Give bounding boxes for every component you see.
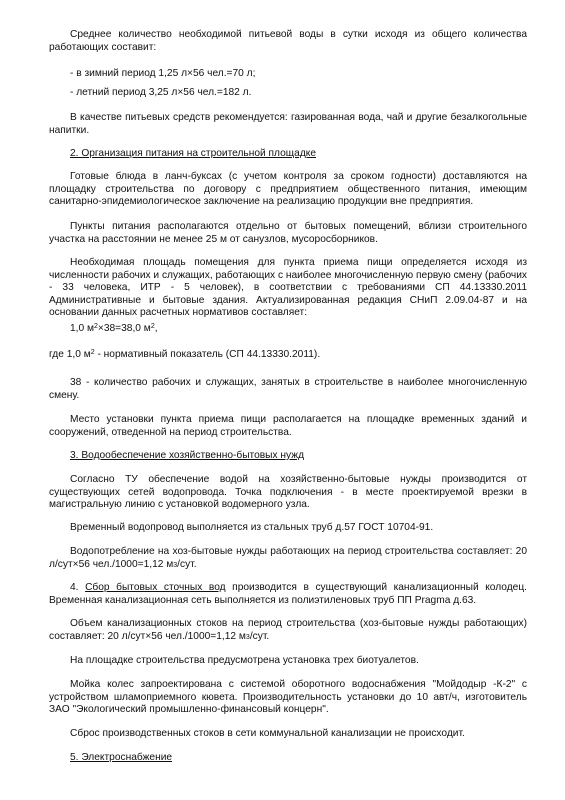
paragraph-pipeline: Временный водопровод выполняется из стальных труб д.57 ГОСТ 10704-91. <box>70 522 434 533</box>
section-heading-water: 3. Водообеспечение хозяйственно-бытовых нужд <box>70 450 305 461</box>
paragraph-norm: где 1,0 $м^2$ - нормативный показатель (СП 44.13330.2011). <box>49 349 321 360</box>
paragraph-food-points: Пункты питания располагаются отдельно от бытовых помещений, вблизи строительного участка на расстоянии не менее 25 м от санузлов, мусоросборников. <box>49 221 527 245</box>
paragraph-water-amount: Среднее количество необходимой питьевой воды в сутки исходя из общего количества работающих составит: <box>49 29 527 53</box>
paragraph-drinks: В качестве питьевых средств рекомендуется: газированная вода, чай и другие безалкогольные напитки. <box>49 112 527 136</box>
section-heading-catering: 2. Организация питания на строительной площадке <box>70 148 317 159</box>
paragraph-area: Необходимая площадь помещения для пункта приема пищи определяется исходя из численности рабочих и служащих, работающих с наиболее многочисленную первую смену (рабочих - 33 человека, ИТР - 5 человек), в соответствии с требованиями СП 44.13330.2011 Административные и бытовые здания. Актуализированная редакция СНиП 2.09.04-87 и на основании данных расчетных нормативов составляет: <box>49 257 528 318</box>
paragraph-location: Место установки пункта приема пищи располагается на площадке временных зданий и сооружений, отведенной на период строительства. <box>49 414 527 438</box>
paragraph-tu: Согласно ТУ обеспечение водой на хозяйственно-бытовые нужды производится от существующих сетей водопровода. Точка подключения - в месте проектируемой врезки в магистральную линию с установкой водомерного узла. <box>49 474 527 510</box>
paragraph-meals: Готовые блюда в ланч-буксах (с учетом контроля за сроком годности) доставляются на площадку строительства по договору с предприятием общественного питания, имеющим санитарно-эпидемиологическое заключение на реализацию продукции вне предприятия. <box>49 171 527 207</box>
paragraph-summer: - летний период 3,25 л×56 чел.=182 л. <box>70 87 252 98</box>
paragraph-discharge: Сброс производственных стоков в сети коммунальной канализации не происходит. <box>70 728 465 739</box>
paragraph-sewage-volume: Объем канализационных стоков на период строительства (хоз-бытовые нужды работающих) составляет: 20 л/сут×56 чел./1000=1,12 м3/сут. <box>49 618 527 642</box>
paragraph-winter: - в зимний период 1,25 л×56 чел.=70 л; <box>70 68 256 79</box>
formula-area: 1,0 $м^2\times 38=38,0$ $м^2$, <box>70 323 158 334</box>
section-heading-power: 5. Электроснабжение <box>70 752 173 763</box>
paragraph-wheel-wash: Мойка колес запроектирована с системой оборотного водоснабжения "Мойдодыр -К-2" с устройством шламоприемного кювета. Производительность установки до 10 авт/ч, изготовитель ЗАО "Экологический промышленно-финансовый концерн". <box>49 679 527 715</box>
paragraph-consumption: Водопотребление на хоз-бытовые нужды работающих на период строительства составляет: 20 л/сут×56 чел./1000=1,12 м3/сут. <box>49 546 527 570</box>
paragraph-workers: 38 - количество рабочих и служащих, занятых в строительстве в наиболее многочисленную смену. <box>49 377 527 401</box>
paragraph-sewage: 4. Сбор бытовых сточных вод производится в существующий канализационный колодец. Временная канализационная сеть выполняется из полиэтиленовых труб ПП Pragma д.63. <box>49 582 528 606</box>
paragraph-toilets: На площадке строительства предусмотрена установка трех биотуалетов. <box>70 655 419 666</box>
